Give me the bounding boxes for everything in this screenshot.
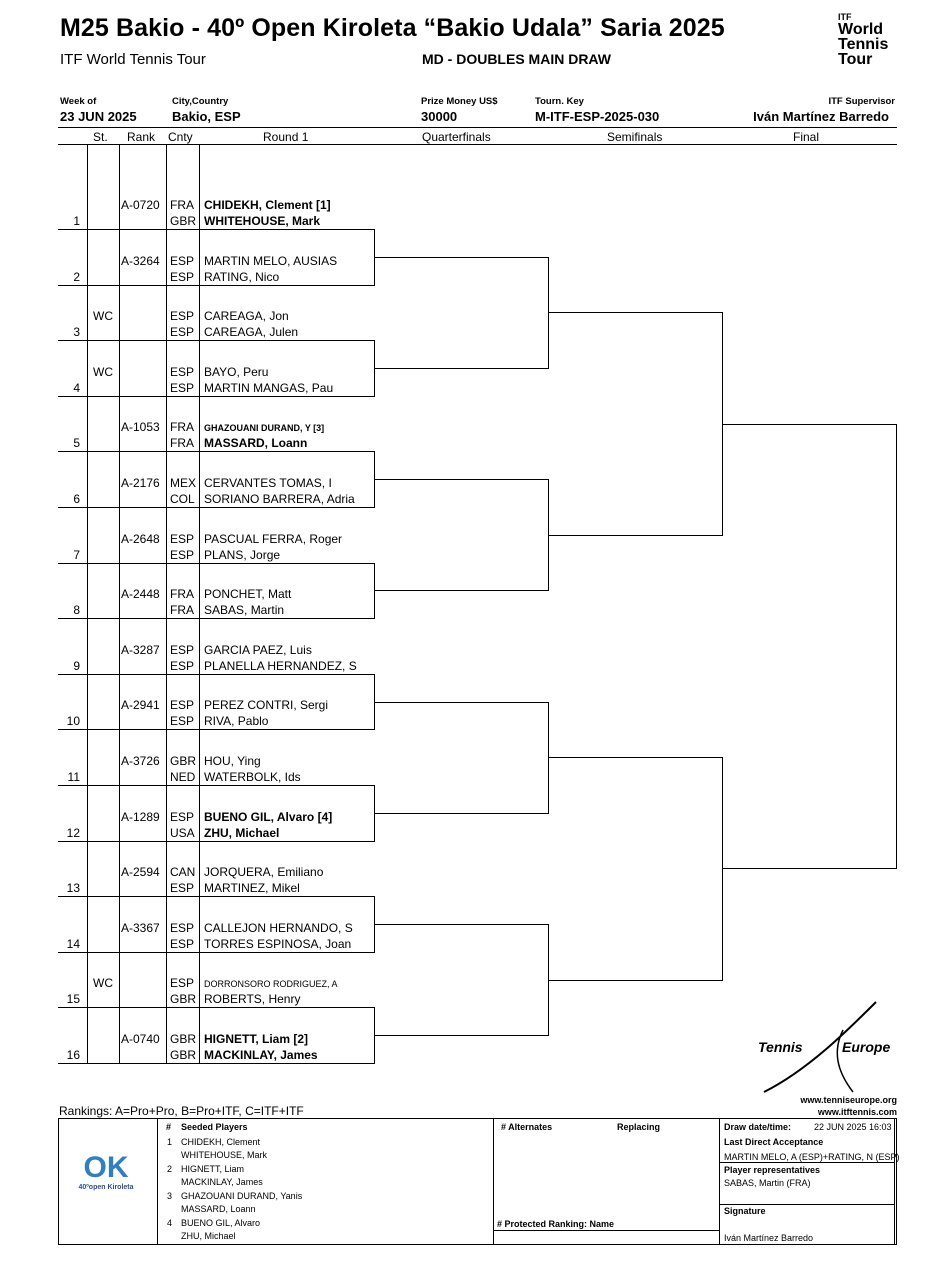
draw-position: 15: [66, 992, 80, 1007]
player-country: ESP: [170, 642, 195, 657]
player-name: MASSARD, Loann: [204, 436, 308, 451]
player-name: WATERBOLK, Ids: [204, 770, 301, 784]
entry-rank: A-1053: [121, 420, 160, 435]
player-name: HIGNETT, Liam [2]: [204, 1032, 309, 1046]
tour-subtitle: ITF World Tennis Tour: [60, 51, 206, 68]
player-country: ESP: [170, 547, 195, 562]
player-name: PEREZ CONTRI, Sergi: [204, 698, 329, 713]
col-divider: [166, 144, 167, 1063]
prize-label: Prize Money US$: [421, 96, 498, 107]
entry-rank: A-0740: [121, 1032, 160, 1046]
col-divider: [119, 144, 120, 1063]
entry-rank: A-3726: [121, 754, 160, 768]
entry-rank: A-2448: [121, 587, 160, 602]
draw-position: 16: [66, 1048, 80, 1062]
player-name: ROBERTS, Henry: [204, 992, 301, 1007]
player-country: ESP: [170, 809, 195, 824]
col-divider: [199, 144, 200, 1063]
entry-line: [58, 563, 375, 564]
qf-line: [374, 1035, 548, 1036]
entry-line: [58, 396, 375, 397]
player-country: FRA: [170, 436, 194, 451]
player-name: CALLEJON HERNANDO, S: [204, 920, 353, 935]
draw-position: 7: [73, 547, 80, 562]
final-line: [722, 424, 896, 425]
signature-value: Iván Martínez Barredo: [724, 1233, 814, 1243]
replacing-title: Replacing: [617, 1122, 661, 1132]
player-country: ESP: [170, 714, 195, 729]
seed-number: 3: [167, 1191, 173, 1201]
player-name: DORRONSORO RODRIGUEZ, A: [204, 979, 338, 990]
tennis-europe-text: Tennis: [758, 1039, 803, 1055]
footer-divider: [719, 1118, 720, 1245]
player-name: CHIDEKH, Clement [1]: [204, 198, 331, 212]
logo-line: World: [838, 21, 884, 38]
player-name: GARCIA PAEZ, Luis: [204, 642, 312, 657]
entry-rank: A-0720: [121, 198, 160, 212]
player-name: JORQUERA, Emiliano: [204, 865, 324, 880]
footer-divider: [493, 1118, 494, 1245]
entry-status: WC: [93, 309, 113, 324]
entry-rank: A-2176: [121, 476, 160, 490]
player-country: CAN: [170, 865, 196, 880]
seed-number: 1: [167, 1137, 173, 1147]
draw-position: 5: [73, 436, 80, 451]
draw-position: 11: [67, 770, 80, 784]
draw-position: 14: [66, 936, 80, 951]
tenniseurope-url[interactable]: www.tenniseurope.org: [800, 1095, 897, 1105]
footer-divider: [719, 1162, 895, 1163]
player-name: MACKINLAY, James: [204, 1048, 318, 1062]
player-name: MARTIN MANGAS, Pau: [204, 380, 334, 395]
qf-line: [374, 368, 548, 369]
seed-number: 4: [167, 1218, 173, 1228]
reps-label: Player representatives: [724, 1165, 821, 1175]
supervisor-value: Iván Martínez Barredo: [753, 109, 889, 124]
entry-line: [58, 785, 375, 786]
draw-position: 2: [73, 269, 80, 284]
sf-line: [548, 312, 722, 313]
seed-number: 2: [167, 1164, 173, 1174]
player-country: GBR: [170, 1048, 197, 1062]
player-name: TORRES ESPINOSA, Joan: [204, 936, 352, 951]
player-country: ESP: [170, 920, 195, 935]
player-name: HOU, Ying: [204, 754, 261, 768]
player-name: CAREAGA, Jon: [204, 309, 289, 324]
player-country: ESP: [170, 658, 195, 673]
draw-position: 8: [73, 603, 80, 618]
logo-line: Tour: [838, 51, 873, 68]
entry-line: [58, 229, 375, 230]
player-country: GBR: [170, 214, 197, 228]
player-name: PLANELLA HERNANDEZ, S: [204, 658, 357, 673]
player-country: USA: [170, 825, 195, 840]
col-cnty: Cnty: [168, 130, 193, 144]
player-country: ESP: [170, 269, 195, 284]
entry-line: [58, 729, 375, 730]
player-name: MARTINEZ, Mikel: [204, 881, 300, 896]
player-country: GBR: [170, 992, 197, 1007]
draw-position: 9: [73, 658, 80, 673]
player-name: SABAS, Martin: [204, 603, 285, 618]
col-round1: Round 1: [263, 130, 309, 144]
col-st: St.: [93, 130, 108, 144]
draw-date-value: 22 JUN 2025 16:03: [814, 1122, 892, 1132]
col-final: Final: [793, 130, 820, 144]
reps-value: SABAS, Martin (FRA): [724, 1178, 811, 1188]
footer-divider: [719, 1204, 895, 1205]
draw-position: 4: [73, 380, 80, 395]
itf-world-tennis-tour-logo: [838, 12, 910, 72]
entry-line: [58, 674, 375, 675]
player-country: ESP: [170, 531, 195, 546]
event-logo-caption: 40ºopen Kiroleta: [78, 1184, 134, 1191]
entry-line: [58, 841, 375, 842]
seed-player: WHITEHOUSE, Mark: [181, 1150, 268, 1160]
player-country: FRA: [170, 420, 194, 435]
qf-line: [374, 257, 548, 258]
draw-position: 3: [73, 325, 80, 340]
player-country: ESP: [170, 364, 195, 379]
entry-status: WC: [93, 976, 113, 991]
player-country: MEX: [170, 476, 197, 490]
player-country: ESP: [170, 881, 195, 896]
seed-player: MASSARD, Loann: [181, 1204, 256, 1214]
qf-line: [374, 479, 548, 480]
col-rank: Rank: [127, 130, 156, 144]
draw-date-label: Draw date/time:: [724, 1122, 792, 1132]
player-name: WHITEHOUSE, Mark: [204, 214, 321, 228]
player-name: PONCHET, Matt: [204, 587, 292, 602]
footer-divider: [157, 1118, 158, 1245]
player-name: GHAZOUANI DURAND, Y [3]: [204, 423, 325, 434]
bracket-connector: [896, 424, 897, 870]
key-value: M-ITF-ESP-2025-030: [535, 109, 660, 124]
player-country: ESP: [170, 380, 195, 395]
player-name: CAREAGA, Julen: [204, 325, 299, 340]
player-country: ESP: [170, 325, 195, 340]
player-country: FRA: [170, 603, 194, 618]
entry-status: WC: [93, 364, 113, 379]
player-name: BAYO, Peru: [204, 364, 269, 379]
city-value: Bakio, ESP: [172, 109, 241, 124]
entry-line: [58, 507, 375, 508]
seed-player: GHAZOUANI DURAND, Yanis: [181, 1191, 303, 1201]
player-country: ESP: [170, 253, 195, 268]
player-name: SORIANO BARRERA, Adria: [204, 492, 355, 506]
seed-player: ZHU, Michael: [181, 1231, 236, 1241]
player-name: CERVANTES TOMAS, I: [204, 476, 332, 490]
player-country: GBR: [170, 1032, 197, 1046]
col-divider: [87, 144, 88, 1063]
entry-line: [58, 1007, 375, 1008]
seed-player: MACKINLAY, James: [181, 1177, 263, 1187]
protected-ranking-title: # Protected Ranking: Name: [497, 1219, 615, 1229]
player-name: RIVA, Pablo: [204, 714, 269, 729]
entry-rank: A-3287: [121, 642, 160, 657]
signature-label: Signature: [724, 1206, 766, 1216]
city-label: City,Country: [172, 96, 229, 107]
qf-line: [374, 590, 548, 591]
qf-line: [374, 702, 548, 703]
player-name: PLANS, Jorge: [204, 547, 281, 562]
sf-line: [548, 980, 722, 981]
entry-line: [58, 340, 375, 341]
supervisor-label: ITF Supervisor: [828, 96, 895, 107]
event-logo: [76, 1152, 136, 1191]
player-name: MARTIN MELO, AUSIAS: [204, 253, 338, 268]
player-country: ESP: [170, 698, 195, 713]
entry-rank: A-2648: [121, 531, 160, 546]
seed-player: HIGNETT, Liam: [181, 1164, 245, 1174]
player-name: BUENO GIL, Alvaro [4]: [204, 809, 333, 824]
draw-position: 10: [66, 714, 80, 729]
entry-rank: A-3264: [121, 253, 160, 268]
final-line: [722, 868, 896, 869]
player-name: RATING, Nico: [204, 269, 280, 284]
seeded-title: Seeded Players: [181, 1122, 248, 1132]
player-country: FRA: [170, 587, 194, 602]
logo-line: Tennis: [838, 36, 889, 53]
entry-line: [58, 952, 375, 953]
player-name: ZHU, Michael: [204, 825, 280, 840]
player-country: ESP: [170, 936, 195, 951]
player-country: COL: [170, 492, 195, 506]
tennis-europe-logo: [758, 1000, 898, 1095]
draw-position: 1: [73, 214, 80, 228]
draw-position: 13: [66, 881, 80, 896]
footer-divider: [493, 1230, 720, 1231]
footer-divider: [894, 1118, 895, 1245]
player-country: NED: [170, 770, 196, 784]
seed-player: BUENO GIL, Alvaro: [181, 1218, 261, 1228]
sf-line: [548, 535, 722, 536]
draw-position: 12: [66, 825, 80, 840]
page-title: M25 Bakio - 40º Open Kiroleta “Bakio Udala” Saria 2025: [60, 14, 725, 42]
player-country: ESP: [170, 309, 195, 324]
week-value: 23 JUN 2025: [60, 109, 137, 124]
header-rule: [58, 144, 897, 145]
entry-line: [58, 896, 375, 897]
event-logo-mark: OK: [83, 1151, 129, 1184]
col-semifinals: Semifinals: [607, 130, 663, 144]
entry-rank: A-3367: [121, 920, 160, 935]
week-label: Week of: [60, 96, 97, 107]
entry-rank: A-1289: [121, 809, 160, 824]
seed-player: CHIDEKH, Clement: [181, 1137, 261, 1147]
sf-line: [548, 757, 722, 758]
entry-rank: A-2941: [121, 698, 160, 713]
key-label: Tourn. Key: [535, 96, 584, 107]
rankings-note: Rankings: A=Pro+Pro, B=Pro+ITF, C=ITF+ITF: [59, 1104, 304, 1118]
col-quarterfinals: Quarterfinals: [422, 130, 491, 144]
player-country: ESP: [170, 976, 195, 991]
player-country: FRA: [170, 198, 194, 212]
entry-line: [58, 285, 375, 286]
lda-value: MARTIN MELO, A (ESP)+RATING, N (ESP): [724, 1152, 900, 1162]
player-country: GBR: [170, 754, 197, 768]
draw-position: 6: [73, 492, 80, 506]
itftennis-url[interactable]: www.itftennis.com: [817, 1107, 897, 1117]
alternates-title: # Alternates: [501, 1122, 553, 1132]
entry-rank: A-2594: [121, 865, 160, 880]
entry-line: [58, 451, 375, 452]
seeded-hash: #: [166, 1122, 172, 1132]
tennis-europe-text: Europe: [842, 1039, 891, 1055]
lda-label: Last Direct Acceptance: [724, 1137, 824, 1147]
draw-type: MD - DOUBLES MAIN DRAW: [422, 51, 611, 67]
prize-value: 30000: [421, 109, 458, 124]
entry-line: [58, 1063, 375, 1064]
qf-line: [374, 924, 548, 925]
logo-line: ITF: [838, 12, 852, 22]
qf-line: [374, 813, 548, 814]
header-rule: [58, 127, 897, 128]
entry-line: [58, 618, 375, 619]
player-name: PASCUAL FERRA, Roger: [204, 531, 343, 546]
